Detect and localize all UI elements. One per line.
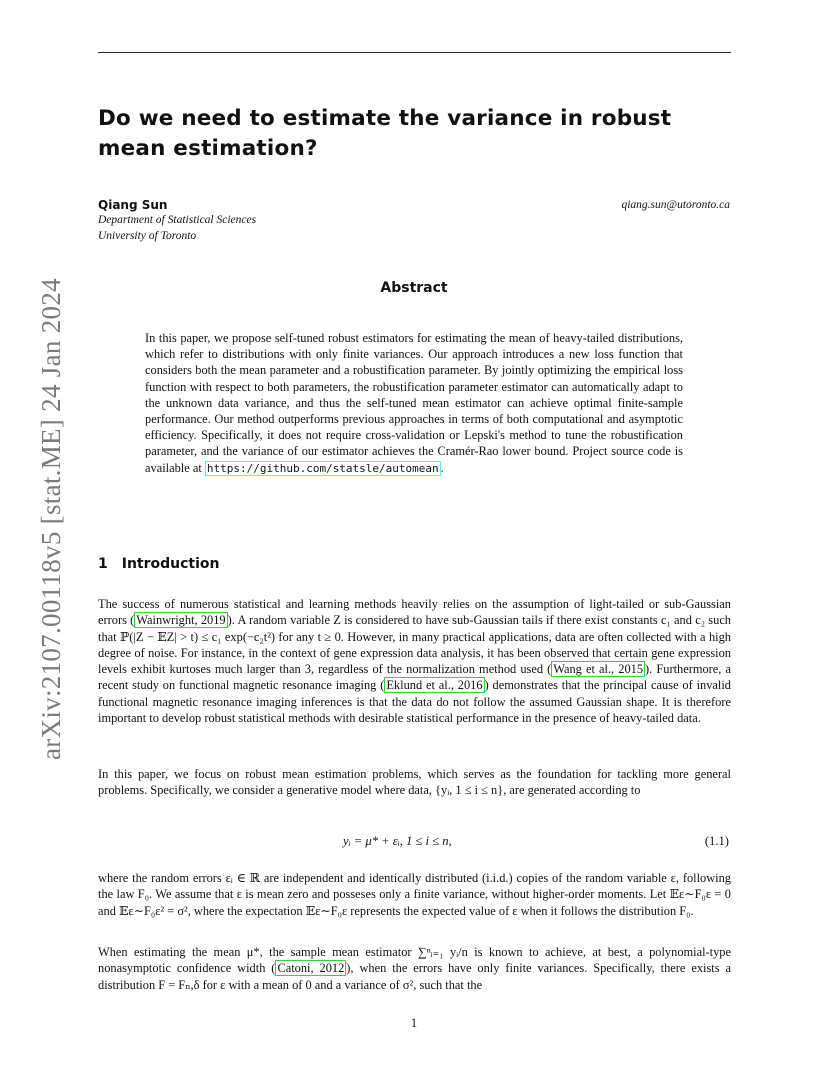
section-title: Introduction bbox=[121, 556, 220, 572]
author-university: University of Toronto bbox=[98, 230, 197, 242]
author-email: qiang.sun@utoronto.ca bbox=[621, 199, 730, 211]
p1-text-d: ) demonstrates that the principal cause of invalid functional magnetic resonance imaging inferences is that the data do not follow the assumed Gaussian shape. It is therefore important to develop robust statistical methods with desirable statistical performance in the presence of heavy-tailed data. bbox=[98, 678, 732, 726]
citation-wang[interactable]: Wang et al., 2015 bbox=[553, 662, 644, 677]
equation-number: (1.1) bbox=[704, 834, 729, 848]
p4-text-a: When estimating the mean μ*, the sample mean estimator ∑ⁿᵢ₌₁ yᵢ/n is known to achieve, at best, a polynomial-type nonasymptotic confidence width ( bbox=[98, 945, 731, 976]
arxiv-stamp: arXiv:2107.00118v5 [stat.ME] 24 Jan 2024 bbox=[36, 278, 66, 760]
citation-catoni[interactable]: Catoni, 2012 bbox=[277, 961, 345, 976]
author-name: Qiang Sun bbox=[98, 198, 168, 212]
abstract-period: . bbox=[440, 460, 444, 475]
section-heading bbox=[98, 556, 220, 572]
equation-body: yᵢ = μ* + εᵢ, 1 ≤ i ≤ n, bbox=[343, 834, 452, 848]
p1-text-b: ). A random variable Z is considered to have sub-Gaussian tails if there exist constants c₁ and c₂ such that ℙ(|Z − 𝔼Z| > t) ≤ c₁ exp(−c₂t²) for any t ≥ 0. However, in many practical applications, data are often collected with a high degree of noise. For instance, in the context of gene expression data analysis, it has been observed that certain gene expression levels exhibit kurtoses much larger than 3, regardless of the normalization method used ( bbox=[98, 613, 732, 677]
section-number: 1 bbox=[98, 556, 108, 572]
intro-paragraph-2: In this paper, we focus on robust mean estimation problems, which serves as the foundation for tackling more general problems. Specifically, we consider a generative model where data, {yᵢ, 1 ≤ i ≤ n}, are generated according to bbox=[98, 767, 731, 798]
abstract-body bbox=[145, 330, 683, 477]
abstract-text: In this paper, we propose self-tuned robust estimators for estimating the mean of heavy-tailed distributions, which refer to distributions with only finite variances. Our approach introduces a new loss function that considers both the mean parameter and a robustification parameter. By jointly optimizing the empirical loss function with respect to both parameters, the robustification parameter estimator can automatically adapt to the unknown data variance, and thus the self-tuned mean estimator can achieve optimal finite-sample performance. Our method outperforms previous approaches in terms of both computational and asymptotic efficiency. Specifically, it does not require cross-validation or Lepski's method to tune the robustification parameter, and the variance of our estimator achieves the Cramér-Rao lower bound. Project source code is available at bbox=[145, 331, 683, 475]
p1-text-c: ). Furthermore, a recent study on functional magnetic resonance imaging ( bbox=[98, 662, 731, 693]
p4-text-b: ), when the errors have only finite variances. Specifically, there exists a distribution F = Fₙ,δ for ε with a mean of 0 and a variance of σ², such that the bbox=[98, 961, 731, 992]
citation-eklund[interactable]: Eklund et al., 2016 bbox=[386, 678, 483, 693]
p1-text-a: The success of numerous statistical and learning methods heavily relies on the assumption of light-tailed or sub-Gaussian errors ( bbox=[98, 597, 731, 628]
source-code-link[interactable]: https://github.com/statsle/automean bbox=[206, 461, 439, 475]
intro-paragraph-1 bbox=[98, 596, 731, 726]
paper-title: Do we need to estimate the variance in robust mean estimation? bbox=[98, 106, 672, 161]
abstract-heading: Abstract bbox=[380, 280, 448, 296]
intro-paragraph-4 bbox=[98, 944, 731, 993]
author-department: Department of Statistical Sciences bbox=[98, 214, 257, 226]
intro-paragraph-3: where the random errors εᵢ ∈ ℝ are independent and identically distributed (i.i.d.) copies of the random variable ε, following the law F₀. We assume that ε is mean zero and posseses only a finite variance, without higher-order moments. Let 𝔼ε∼F₀ε = 0 and 𝔼ε∼F₀ε² = σ², where the expectation 𝔼ε∼F₀ε represents the expected value of ε when it follows the distribution F₀. bbox=[98, 871, 731, 918]
citation-wainwright[interactable]: Wainwright, 2019 bbox=[136, 613, 226, 628]
page-number: 1 bbox=[410, 1016, 418, 1030]
top-rule bbox=[98, 52, 731, 53]
